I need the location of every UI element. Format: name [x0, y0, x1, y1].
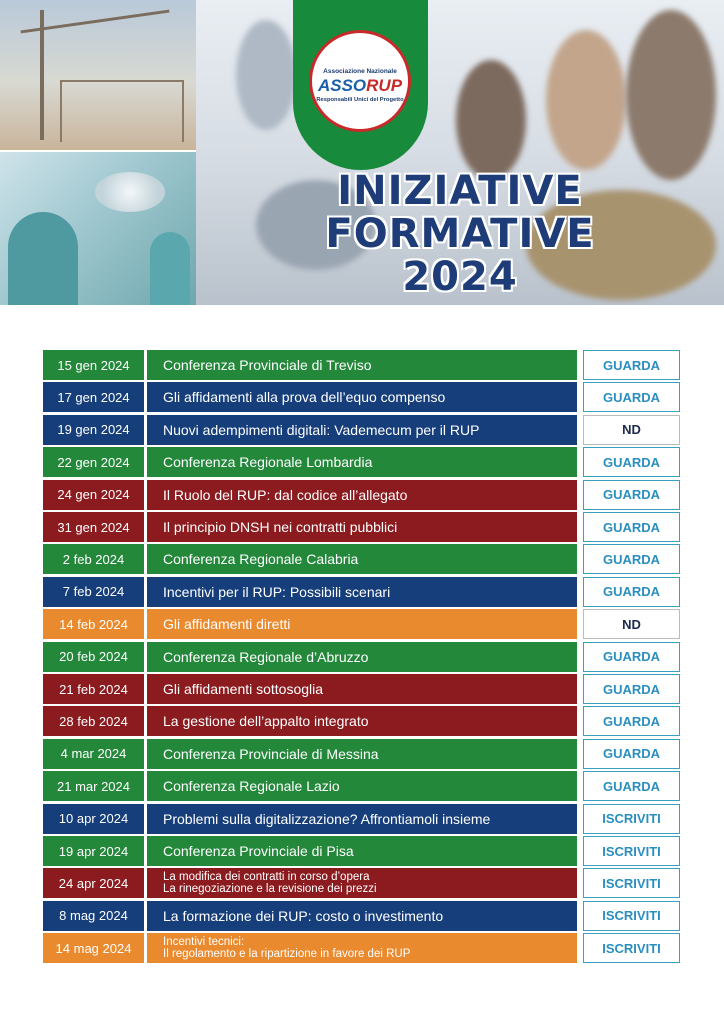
- event-title: [147, 771, 577, 801]
- event-title: [147, 609, 577, 639]
- event-title-line: Conferenza Provinciale di Messina: [163, 745, 379, 762]
- watch-button[interactable]: GUARDA: [583, 706, 680, 736]
- watch-button[interactable]: GUARDA: [583, 674, 680, 704]
- event-title: [147, 804, 577, 834]
- not-available-label: ND: [583, 609, 680, 639]
- logo-wordmark: [309, 76, 411, 96]
- watch-button[interactable]: GUARDA: [583, 350, 680, 380]
- event-row: [43, 609, 680, 639]
- event-row: [43, 901, 680, 931]
- event-date: 2 feb 2024: [43, 544, 144, 574]
- register-button[interactable]: ISCRIVITI: [583, 804, 680, 834]
- watch-button[interactable]: GUARDA: [583, 480, 680, 510]
- event-date: 21 mar 2024: [43, 771, 144, 801]
- construction-photo: [0, 0, 196, 150]
- event-row: [43, 836, 680, 866]
- event-row: [43, 933, 680, 963]
- event-title: [147, 512, 577, 542]
- event-title: [147, 642, 577, 672]
- event-row: [43, 415, 680, 445]
- audience-person: [546, 30, 626, 170]
- event-title-line: Gli affidamenti alla prova dell’equo compenso: [163, 389, 446, 406]
- event-title: [147, 901, 577, 931]
- event-date: 14 mag 2024: [43, 933, 144, 963]
- event-row: [43, 868, 680, 898]
- audience-person: [456, 60, 526, 180]
- event-date: 7 feb 2024: [43, 577, 144, 607]
- event-title: [147, 739, 577, 769]
- logo-top-text: Associazione Nazionale: [323, 68, 397, 75]
- event-title: [147, 544, 577, 574]
- event-row: [43, 771, 680, 801]
- event-row: [43, 674, 680, 704]
- event-title-line: Conferenza Regionale Calabria: [163, 551, 359, 568]
- event-date: 10 apr 2024: [43, 804, 144, 834]
- event-date: 28 feb 2024: [43, 706, 144, 736]
- title-line-1: INIZIATIVE: [337, 168, 583, 214]
- surgical-lamp: [95, 172, 165, 212]
- event-title: [147, 415, 577, 445]
- not-available-label: ND: [583, 415, 680, 445]
- watch-button[interactable]: GUARDA: [583, 577, 680, 607]
- event-title-line: Conferenza Regionale Lazio: [163, 778, 340, 795]
- event-title: [147, 706, 577, 736]
- event-row: [43, 577, 680, 607]
- audience-person: [626, 10, 716, 180]
- event-title-line: La modifica dei contratti in corso d’opera: [163, 871, 370, 884]
- audience-person: [236, 20, 296, 130]
- logo-bottom-text: Responsabili Unici del Progetto: [316, 97, 404, 103]
- event-title-line: Incentivi tecnici:: [163, 936, 245, 949]
- event-title-line: Il regolamento e la ripartizione in favore dei RUP: [163, 948, 411, 961]
- event-row: [43, 350, 680, 380]
- event-title: [147, 933, 577, 963]
- event-title: [147, 447, 577, 477]
- title-year: 2024: [402, 254, 518, 300]
- event-title: [147, 674, 577, 704]
- event-title-line: Il principio DNSH nei contratti pubblici: [163, 519, 398, 535]
- event-row: [43, 642, 680, 672]
- event-title-line: Nuovi adempimenti digitali: Vademecum per il RUP: [163, 421, 480, 438]
- event-title-line: Conferenza Regionale Lombardia: [163, 454, 373, 471]
- event-title-line: Conferenza Provinciale di Treviso: [163, 357, 372, 373]
- title-line-2: FORMATIVE: [325, 211, 595, 257]
- watch-button[interactable]: GUARDA: [583, 512, 680, 542]
- event-row: [43, 382, 680, 412]
- nurse-figure: [150, 232, 190, 305]
- event-date: 14 feb 2024: [43, 609, 144, 639]
- event-date: 4 mar 2024: [43, 739, 144, 769]
- watch-button[interactable]: GUARDA: [583, 544, 680, 574]
- event-title: [147, 382, 577, 412]
- event-title: [147, 836, 577, 866]
- event-date: 19 gen 2024: [43, 415, 144, 445]
- event-title-line: La rinegoziazione e la revisione dei prezzi: [163, 883, 377, 896]
- register-button[interactable]: ISCRIVITI: [583, 933, 680, 963]
- event-title-line: Problemi sulla digitalizzazione? Affrontiamoli insieme: [163, 810, 491, 827]
- event-date: 15 gen 2024: [43, 350, 144, 380]
- operating-room-photo: [0, 152, 196, 305]
- event-date: 21 feb 2024: [43, 674, 144, 704]
- register-button[interactable]: ISCRIVITI: [583, 868, 680, 898]
- event-row: [43, 706, 680, 736]
- event-title: [147, 480, 577, 510]
- event-title: [147, 868, 577, 898]
- event-title: [147, 577, 577, 607]
- event-title: [147, 350, 577, 380]
- event-title-line: La gestione dell’appalto integrato: [163, 713, 369, 730]
- event-title-line: Conferenza Provinciale di Pisa: [163, 843, 354, 859]
- watch-button[interactable]: GUARDA: [583, 739, 680, 769]
- event-date: 31 gen 2024: [43, 512, 144, 542]
- event-date: 8 mag 2024: [43, 901, 144, 931]
- scaffold: [60, 80, 184, 142]
- event-row: [43, 739, 680, 769]
- event-title-line: Il Ruolo del RUP: dal codice all’allegato: [163, 486, 408, 503]
- event-row: [43, 512, 680, 542]
- watch-button[interactable]: GUARDA: [583, 382, 680, 412]
- event-date: 24 gen 2024: [43, 480, 144, 510]
- event-title-line: Incentivi per il RUP: Possibili scenari: [163, 583, 391, 600]
- event-row: [43, 447, 680, 477]
- logo-word-rup: RUP: [366, 76, 403, 95]
- event-title-line: Gli affidamenti sottosoglia: [163, 681, 324, 697]
- event-date: 24 apr 2024: [43, 868, 144, 898]
- event-row: [43, 544, 680, 574]
- event-date: 22 gen 2024: [43, 447, 144, 477]
- surgeon-figure: [8, 212, 78, 305]
- event-title-line: Gli affidamenti diretti: [163, 616, 291, 633]
- header-banner: [0, 0, 724, 305]
- register-button[interactable]: ISCRIVITI: [583, 901, 680, 931]
- watch-button[interactable]: GUARDA: [583, 447, 680, 477]
- event-title-line: Conferenza Regionale d’Abruzzo: [163, 648, 369, 665]
- register-button[interactable]: ISCRIVITI: [583, 836, 680, 866]
- event-date: 19 apr 2024: [43, 836, 144, 866]
- event-date: 17 gen 2024: [43, 382, 144, 412]
- logo-word-asso: ASSO: [317, 76, 367, 95]
- event-date: 20 feb 2024: [43, 642, 144, 672]
- event-row: [43, 480, 680, 510]
- event-title-line: La formazione dei RUP: costo o investimento: [163, 907, 444, 924]
- watch-button[interactable]: GUARDA: [583, 771, 680, 801]
- event-row: [43, 804, 680, 834]
- watch-button[interactable]: GUARDA: [583, 642, 680, 672]
